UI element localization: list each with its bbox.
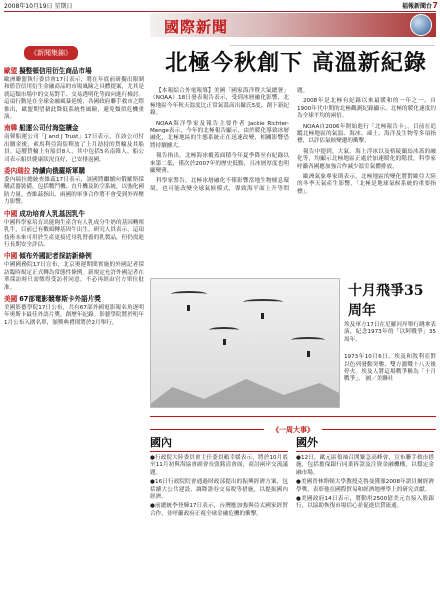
brief-article bbox=[4, 295, 144, 327]
week-section-bar bbox=[150, 416, 436, 434]
brief-article bbox=[4, 210, 144, 250]
main-body bbox=[150, 88, 436, 273]
parachutist-shape bbox=[307, 351, 310, 357]
brief-title: 中國 傾布外國記者採訪新條例 bbox=[4, 252, 92, 261]
week-section-label: 《一周大事》 bbox=[264, 424, 322, 436]
page-number: 7 bbox=[432, 1, 438, 10]
parachute-shape bbox=[209, 327, 239, 333]
main-headline: 北極今秋創下 高溫新紀錄 bbox=[165, 50, 427, 76]
week-item: ●行政院大陸委員會主任委員賴幸媛表示，將於10月底至11月初與海協會副會長張銘清會面，商討兩岸交流議題。 bbox=[150, 455, 288, 476]
body-paragraph: 報告指出，北極海冰覆蓋面積今年夏季降至有紀錄以來第二低，僅次於2007年的歷史低點，且冰層厚度也明顯變薄。 bbox=[150, 153, 289, 175]
body-paragraph: 報告中提到，大氣、海上浮冰以及格陵蘭島冰蓋的融化等，均顯示北極地區正處於加速暖化的階段，科學家呼籲各國應加強合作減少溫室氣體排放。 bbox=[297, 148, 436, 170]
week-item: ●美國政府14日表示，將動用2500億美元直接入股銀行，以協助恢復市場信心並促進信貸流通。 bbox=[296, 496, 434, 510]
brief-article bbox=[4, 252, 144, 292]
banner-divider bbox=[230, 38, 435, 46]
brief-title: 委內瑞拉 持續向俄羅斯軍購 bbox=[4, 167, 86, 176]
brief-body: 美國影藝學院17日公布，共有67部外國電影報名角逐明年奧斯卡最佳外語片獎，創歷年紀錄。影藝學院將於明年1月公布入圍名單，頒獎典禮則將於2月舉行。 bbox=[4, 304, 144, 326]
caption-title: 十月飛爭35周年 bbox=[348, 283, 424, 319]
week-item: ●前總統李登輝17日表示，台灣應加強與亞太國家經貿合作，並呼籲政府正視全球金融危機的衝擊。 bbox=[150, 503, 288, 517]
week-item: ●12日，歐元區領袖召開緊急高峰會，宣布聯手救市措施，包括擔保銀行同業拆款及注資金融機構，以穩定金融市場。 bbox=[296, 455, 434, 476]
domestic-heading: 國內 bbox=[150, 434, 288, 452]
brief-title: 中國 成功培育人乳基因乳牛 bbox=[4, 209, 86, 218]
parachute-shape bbox=[171, 291, 207, 297]
news-briefs-column bbox=[4, 40, 144, 600]
caption-text: 埃及軍方17日在尼羅河岸舉行跳傘表演，紀念1973年的「以阿戰爭」35周年。 bbox=[344, 322, 436, 343]
parachutist-shape bbox=[223, 339, 226, 345]
week-news bbox=[150, 434, 436, 604]
section-banner bbox=[150, 13, 436, 37]
main-story bbox=[148, 48, 436, 608]
brief-body: 中國國務院17日宣布，北京奧運期間實施的外國記者採訪臨時規定正式轉為常態性條例。新規定允許外國記者在華採訪時只需徵得受訪者同意，不必再經由官方單位批准。 bbox=[4, 262, 144, 291]
body-paragraph: NOAA自2006年開始進行「北極報告卡」，目前在追蹤北極地區的氣溫、海冰、凍土、海洋及生物等多項指標，以評估氣候變遷的衝擊。 bbox=[297, 123, 436, 145]
body-paragraph: 【本報綜合外電報導】美國「國家海洋暨大氣總署」（NOAA）18日發表報告表示，受到冰層融化影響，北極地區今年秋天溫度比正常氣溫高出攝氏5度，創下新紀錄。 bbox=[150, 88, 289, 117]
brief-title: 南韓 船運公司付海盜贖金 bbox=[4, 124, 79, 133]
parachute-shape bbox=[243, 299, 283, 305]
photo-caption bbox=[344, 278, 436, 408]
body-paragraph: 科學家警告，北極冰層融化不僅影響當地生物棲息環境，也可能改變全球氣候模式，導致海平面上升等問題。 bbox=[150, 88, 309, 192]
parachutist-shape bbox=[261, 313, 264, 319]
issue-date: 2008年10月19日 星期日 bbox=[4, 3, 73, 10]
domestic-column bbox=[150, 434, 288, 520]
body-paragraph: NOAA海洋學家及報告主要作者 Jackie Richter-Menge表示，今年的北極報告顯示，由於暖化導致冰層融化，北極地區的生態系統正在迅速改變，相關影響恐將持續擴大。 bbox=[150, 120, 289, 149]
international-column bbox=[296, 434, 434, 513]
briefs-heading: 《新聞集錦》 bbox=[24, 46, 78, 60]
brief-body: 委內瑞拉總統查維茲17日表示，該國將繼續向俄羅斯採購武器裝備，包括戰鬥機、直升機及防空系統，以強化國防力量。查維茲指出，兩國的軍事合作將不會受到外界壓力影響。 bbox=[4, 177, 144, 206]
mountain-shape bbox=[150, 371, 340, 408]
page-header bbox=[4, 2, 436, 12]
body-paragraph: 2008年是北極有紀錄以來最暖和的一年之一。自1900年代中期的北極觀測紀錄顯示，北極的暖化速度約為全球平均的兩倍。 bbox=[297, 98, 436, 120]
international-heading: 國外 bbox=[296, 434, 434, 452]
week-item: ●16日行政院院會通過財政部提出的振興經濟方案，包括擴大公共建設、調降證券交易稅等措施，以提振國內經濟。 bbox=[150, 479, 288, 501]
globe-icon bbox=[410, 14, 432, 36]
brief-article bbox=[4, 167, 144, 207]
brief-article bbox=[4, 124, 144, 164]
news-photo bbox=[150, 278, 340, 408]
caption-text: 1973年10月6日，埃及和敘利亞對以色列發動突襲，雙方激戰十八天後停火。埃及人將這場戰爭稱為「十月戰爭」。 圖／美聯社 bbox=[344, 354, 436, 383]
brief-body: 中國科學家培育出能夠生產含有人乳成分牛奶的基因轉殖乳牛，目前已有數頭轉基因牛出生。研究人員表示，這項技術未來可用於生產更接近母乳營養的乳製品，但仍需進行長期安全評估。 bbox=[4, 219, 144, 248]
brief-title: 歐盟 擬整頓信用衍生商品市場 bbox=[4, 67, 92, 75]
section-title: 國際新聞 bbox=[164, 18, 229, 36]
brief-article bbox=[4, 67, 144, 121]
parachute-shape bbox=[291, 337, 325, 343]
body-paragraph: 歐洲氣象專家則表示，北極地區的變化將對歐亞大陸的冬季天氣產生影響，「北極是地球氣候系統的重要指標」。 bbox=[297, 174, 436, 195]
week-item: ●美國普林斯頓大學教授克魯曼獲頒2008年諾貝爾經濟學獎，表彰他在國際貿易和經濟地理學上的研究貢獻。 bbox=[296, 479, 434, 493]
publication-name: 福報新聞台 bbox=[401, 3, 432, 10]
brief-body: 歐洲聯盟執行委員會17日表示，將在年底前研擬出限制和監管信用衍生金融商品的市場風險之具體提案，尤其是就這類市場中的交易對手、交易透明化等面向進行檢討。這項行動是在全球金融風暴延燒、各國政府聯手救市之際推出，歐盟期望藉此降低系統性風險，避免類似危機重演。 bbox=[4, 77, 144, 121]
brief-body: 南韓船運公司「J and J Trust」17日表示，在該公司付出贖金後，索馬利亞海盜釋放了上月劫持的貨輪及其船員。這艘貨輪上有船員8人，其中包括5名南韓人。船公司表示船員健康狀況良好，已安排返國。 bbox=[4, 134, 144, 163]
parachutist-shape bbox=[187, 305, 190, 311]
brief-title: 美國 67部電影競奪斯卡外語片獎 bbox=[4, 294, 101, 303]
